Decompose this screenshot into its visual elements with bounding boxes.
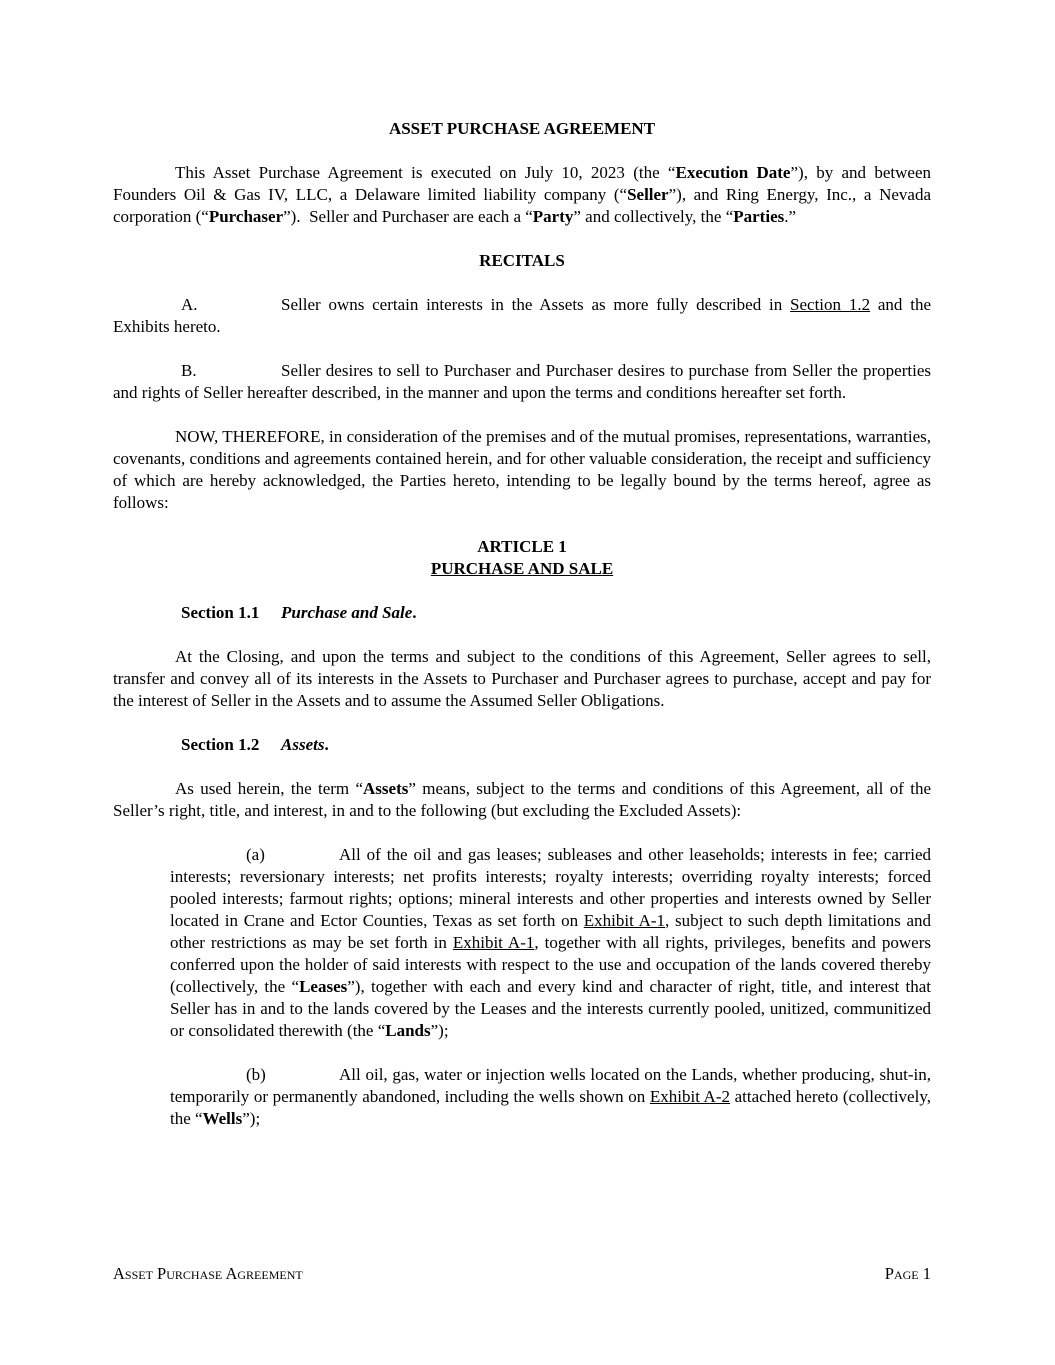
heading-line — [113, 536, 931, 558]
text-run: Seller desires to sell to Purchaser and Purchaser desires to purchase from Seller the properties and rights of Seller hereafter described, in the manner and upon the terms and conditions hereafter set forth. — [113, 361, 931, 402]
footer-document-title: Asset Purchase Agreement — [113, 1264, 303, 1283]
text-run: Assets — [363, 779, 409, 798]
footer-page-number: Page 1 — [884, 1264, 931, 1283]
text-run: Execution Date — [675, 163, 791, 182]
text-run: Leases — [299, 977, 348, 996]
text-run: At the Closing, and upon the terms and subject to the conditions of this Agreement, Seller agrees to sell, transfer and convey all of its interests in the Assets to Purchaser and Purchaser agrees to purchase, accept and pay for the interest of Seller in the Assets and to assume the Assumed Seller Obligations. — [113, 647, 931, 710]
page-footer — [113, 1263, 931, 1285]
intro-paragraph — [113, 162, 931, 228]
paragraph-label: (a) — [246, 845, 265, 864]
text-run: All of the oil and gas leases; subleases and other leaseholds; interests in fee; carried interests; reversionary interests; net profits interests; royalty interests; overriding royalty interests; forced pooled interests; farmout rights; options; mineral interests and other properties and interests owned by Seller located in Crane and Ector Counties, Texas as set forth on — [170, 845, 931, 930]
paragraph-label: B. — [181, 361, 197, 380]
text-run: ARTICLE 1 — [477, 537, 567, 556]
cross-reference: Exhibit A-1 — [583, 911, 666, 930]
paragraph-label: (b) — [246, 1065, 266, 1084]
paragraph-label: A. — [181, 295, 198, 314]
section-1-1-heading — [113, 602, 931, 624]
text-run: As used herein, the term “ — [175, 779, 364, 798]
text-run: ”), together with each and every kind and character of right, title, and interest that Seller has in and to the lands covered by the Leases and the interests currently pooled, unitized, communitized or consolidated therewith (the “ — [170, 977, 931, 1040]
recitals-heading — [113, 250, 931, 272]
text-run: Party — [532, 207, 574, 226]
text-run: Seller — [627, 185, 669, 204]
section-1-1-paragraph — [113, 646, 931, 712]
text-run: Purchaser — [208, 207, 284, 226]
heading-line — [113, 118, 931, 140]
text-run: .” — [784, 207, 797, 226]
text-run: and the Exhibits hereto. — [113, 295, 931, 336]
text-run: RECITALS — [479, 251, 565, 270]
subparagraph-b — [170, 1064, 931, 1130]
document-title — [113, 118, 931, 140]
section-1-2-heading — [113, 734, 931, 756]
text-run: ”); — [242, 1109, 261, 1128]
text-run: ”), and Ring Energy, Inc., a Nevada corporation (“ — [113, 185, 931, 226]
text-run: ”); — [430, 1021, 449, 1040]
text-run: Wells — [202, 1109, 243, 1128]
text-run: , subject to such depth limitations and other restrictions as may be set forth in — [170, 911, 931, 952]
heading-line — [113, 558, 931, 580]
text-run: Parties — [733, 207, 785, 226]
cross-reference: Exhibit A-1 — [452, 933, 535, 952]
cross-reference: PURCHASE AND SALE — [430, 559, 614, 578]
paragraph-label: Section 1.1 — [181, 603, 260, 622]
recital-a — [113, 294, 931, 338]
text-run: ”). Seller and Purchaser are each a “ — [283, 207, 533, 226]
text-run: , together with all rights, privileges, benefits and powers conferred upon the holder of said interests with respect to the use and occupation of the lands covered thereby (collectively, the “ — [170, 933, 931, 996]
text-run: Seller owns certain interests in the Assets as more fully described in — [281, 295, 791, 314]
text-run: Lands — [385, 1021, 431, 1040]
paragraph-label: Section 1.2 — [181, 735, 260, 754]
text-run: ” and collectively, the “ — [573, 207, 734, 226]
cross-reference: Exhibit A-2 — [649, 1087, 730, 1106]
text-run: attached hereto (collectively, the “ — [170, 1087, 931, 1128]
text-run: . — [324, 735, 329, 754]
text-run: ”), by and between Founders Oil & Gas IV, LLC, a Delaware limited liability company (“ — [113, 163, 931, 204]
now-therefore-paragraph — [113, 426, 931, 514]
text-run: NOW, THEREFORE, in consideration of the premises and of the mutual promises, representations, warranties, covenants, conditions and agreements contained herein, and for other valuable consideration, the receipt and sufficiency of which are hereby acknowledged, the Parties hereto, intending to be legally bound by the terms hereof, agree as follows: — [113, 427, 931, 512]
document-body — [113, 118, 931, 1130]
cross-reference: Section 1.2 — [790, 295, 871, 314]
text-run: ” means, subject to the terms and conditions of this Agreement, all of the Seller’s right, title, and interest, in and to the following (but excluding the Excluded Assets): — [113, 779, 931, 820]
section-1-2-paragraph — [113, 778, 931, 822]
text-run: Assets — [281, 735, 325, 754]
text-run: This Asset Purchase Agreement is executed on July 10, 2023 (the “ — [175, 163, 676, 182]
text-run: Purchase and Sale — [281, 603, 413, 622]
subparagraph-a — [170, 844, 931, 1042]
recital-b — [113, 360, 931, 404]
text-run: . — [412, 603, 417, 622]
article-1-heading — [113, 536, 931, 580]
text-run: ASSET PURCHASE AGREEMENT — [388, 119, 656, 138]
text-run: All oil, gas, water or injection wells located on the Lands, whether producing, shut-in, temporarily or permanently abandoned, including the wells shown on — [170, 1065, 931, 1106]
heading-line — [113, 250, 931, 272]
